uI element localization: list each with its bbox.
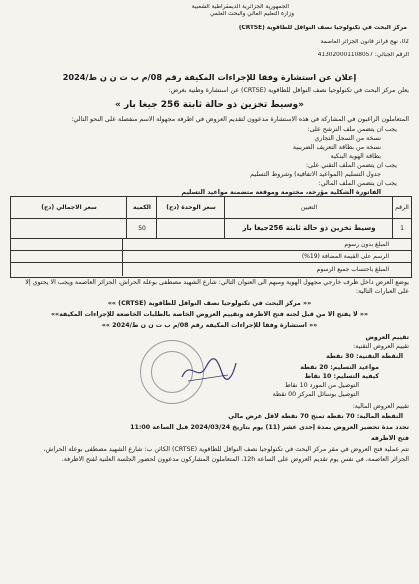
technical-evaluation-heading: تقييم العروض التقنية: xyxy=(353,343,409,350)
envelope-instructions-2: على العبارات التالية: xyxy=(355,288,409,295)
candidacy-item-2: نسخة من بطاقة التعريف الضريبية xyxy=(292,144,381,151)
envelope-line-1: «« مركز البحث في تكنولوجيا نصف النواقل للطاقوية (CRTSE) »» xyxy=(107,300,312,307)
total-ht-spacer xyxy=(393,238,411,250)
candidacy-heading: يجب أن يتضمن ملف الترشح على: xyxy=(307,126,397,133)
total-ht-label: المبلغ بدون رسوم xyxy=(122,238,393,250)
delivery-by-center: التوصيل بوسائل المركز 00 نقطة xyxy=(272,391,359,398)
opening-heading: فتح الأظرفة xyxy=(370,435,409,442)
header-line-3: مركز البحث في تكنولوجيا نصف النواقل للطاقوية (CRTSE) xyxy=(238,25,407,31)
delivery-method-score: كيفية التسليم: 10 نقاط xyxy=(304,373,379,380)
technical-item: جدول التسليم (المواعيد الاتفاقية) وشروط التسليم xyxy=(250,171,381,178)
delivery-deadline-score: مواعيد التسليم: 20 نقطة xyxy=(300,364,379,371)
participants-text: المتعاملون الراغبون في المشاركة في هذه الاستشارة مدعوون لتقديم العروض في أظرفة مجهولة الاسم منفصلة على النحو التالي: xyxy=(71,116,409,123)
candidacy-item-1: نسخة من السجل التجاري xyxy=(314,135,381,142)
header-quantity: الكمية xyxy=(126,197,157,218)
header-unit-price: سعر الوحدة (دج) xyxy=(156,197,225,218)
technical-heading: يجب أن يتضمن الملف التقني على: xyxy=(306,162,397,169)
financial-heading: يجب أن يتضمن الملف المالي: xyxy=(318,180,397,187)
quotation-table xyxy=(10,196,412,278)
preparation-deadline: تحدد مدة تحضير العروض بمدة إحدى عشر (11) يوم بتاريخ 2024/03/24 قبل الساعة 11:00 xyxy=(130,424,409,431)
header-line-5: الرقم الجبائي: 413020001108057 xyxy=(317,52,409,58)
technical-score: النقطة التقنية: 30 نقطة xyxy=(326,353,403,360)
header-line-4: 02، نهج فرانز فانون الجزائر العاصمة xyxy=(320,39,409,45)
table-row xyxy=(11,218,411,239)
envelope-line-3: «« استشارة وفقا للإجراءات المكيفة رقم 08/م ب ت ن ن ط/2024 »» xyxy=(101,322,318,329)
vat-label: الرسم على القيمة المضافة (19%) xyxy=(122,250,393,262)
envelope-instructions: يوضع العرض داخل ظرف خارجي مجهول الهوية ومبهم الى العنوان التالي: شارع الشهيد مصطفى بوعلة الحراش، الجزائر العاصمة ويجب الا يحتوي إلا xyxy=(25,279,409,286)
row-total-price xyxy=(11,218,127,238)
financial-evaluation-heading: تقييم العروض المالية: xyxy=(352,403,409,410)
table-header-row xyxy=(11,197,411,219)
header-total-price: سعر الاجمالي (دج) xyxy=(41,204,97,211)
header-line-2: وزارة التعليم العالي والبحث العلمي xyxy=(209,11,294,17)
candidacy-item-3: بطاقة الهوية البنكية xyxy=(330,153,381,160)
opening-text-2: الجزائر العاصمة، في نفس يوم تقديم العروض على الساعة 12h، المتعاملون المشاركون مدعوون لحضور الجلسة العلنية لفتح الأظرفة. xyxy=(61,456,409,463)
header-designation: التعيين xyxy=(224,197,393,218)
financial-score: النقطة المالية: 70 نقطة تمنح 70 نقطة لأقل عرض مالي xyxy=(228,413,403,420)
row-unit-price xyxy=(156,218,225,238)
header-number: الرقم xyxy=(392,197,411,218)
total-ttc-row xyxy=(11,262,411,276)
opening-text-1: تتم عملية فتح العروض في مقر مركز البحث في تكنولوجيا نصف النواقل للطاقوية (CRTSE) الكائن ب: شارع الشهيد مصطفى بوعلة الحراش، xyxy=(43,446,409,453)
evaluation-heading: تقييم العروض xyxy=(365,334,409,341)
total-ttc-label: المبلغ باحتساب جميع الرسوم xyxy=(122,262,393,276)
envelope-line-2: «« لا يفتح الا من قبل لجنة فتح الأظرفة وتقييم العروض الخاصة بالطلبات الخاضعة للإجراءات المكيفة»» xyxy=(50,311,369,318)
intro-text: يعلن مركز البحث في تكنولوجيا نصف النواقل للطاقوية (CRTSE) عن استشارة وطنية بغرض: xyxy=(168,87,409,94)
header-line-1: الجمهورية الجزائرية الديمقراطية الشعبية xyxy=(191,4,289,10)
announcement-title: إعلان عن استشارة وفقا للإجراءات المكيفة رقم 08/م ب ت ن ن ط/2024 xyxy=(62,72,357,82)
delivery-by-supplier: التوصيل من المورد 10 نقاط xyxy=(284,382,359,389)
row-number: 1 xyxy=(392,218,411,238)
lot-title: «وسيط تخزين ذو حالة ثابتة 256 جيغا بار » xyxy=(115,100,304,110)
row-quantity: 50 xyxy=(126,218,157,238)
row-designation: وسيط تخزين ذو حالة ثابتة 256جيغا بار xyxy=(224,218,393,238)
signature xyxy=(178,355,238,385)
financial-item: الفاتورة الشكلية مؤرخة، مختومة وموقعة متضمنة مواعيد التسليم xyxy=(181,189,381,196)
